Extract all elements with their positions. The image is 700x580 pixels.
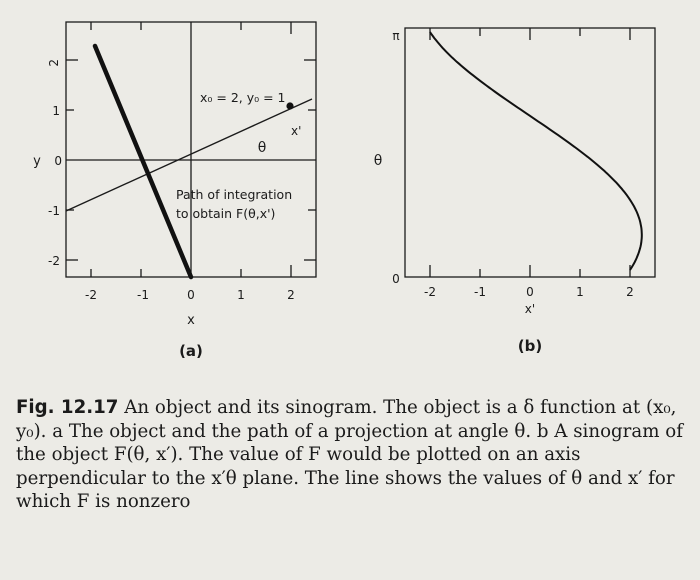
panel-a-label: (a): [179, 342, 203, 360]
panel-b-xtick: -1: [474, 285, 486, 299]
panel-a-ytick: -1: [48, 204, 60, 218]
angle-theta-label: θ: [257, 140, 267, 156]
panel-a-ytick: -2: [48, 254, 60, 268]
rotated-axis-label: x': [291, 124, 302, 138]
integration-path-line: [95, 46, 191, 277]
panel-b-frame: [405, 28, 655, 277]
panel-a: [33, 22, 316, 360]
panel-a-ytick: 2: [47, 59, 61, 67]
panel-a-y-axis-label: y: [33, 154, 41, 169]
panel-b-xtick: -2: [424, 285, 436, 299]
panel-b-theta-label: θ: [373, 153, 383, 169]
point-annotation: x₀ = 2, y₀ = 1: [200, 90, 286, 105]
panel-a-xtick: -1: [137, 288, 149, 302]
panel-b-zero-label: 0: [392, 272, 400, 286]
path-label-line-2: to obtain F(θ,x'): [176, 206, 276, 221]
delta-object-point: [286, 102, 293, 109]
figure-caption: [16, 396, 688, 514]
panel-a-xtick: -2: [85, 288, 97, 302]
panel-a-xtick: 2: [287, 288, 295, 302]
sinogram-curve: [430, 32, 642, 270]
panel-a-ytick: 0: [54, 154, 62, 168]
caption-label: Fig. 12.17: [16, 397, 119, 418]
panel-b-pi-label: π: [392, 29, 400, 43]
panel-a-ytick: 1: [52, 104, 60, 118]
panel-b-xtick: 0: [526, 285, 534, 299]
panel-b-x-axis-label: x': [524, 302, 536, 316]
panel-b-xtick: 1: [576, 285, 584, 299]
path-label-line-1: Path of integration: [176, 187, 293, 202]
panel-b: [374, 28, 655, 355]
panel-a-xtick: 0: [187, 288, 195, 302]
caption-text: An object and its sinogram. The object is a δ function at (x₀, y₀). a The object and the path of a projection at angle θ. b A sinogram of the object F(θ, x′). The value of F would be plotted on an axis perpendicular to the x′θ plane. The line shows the values of θ and x′ for which F is nonzero: [16, 397, 683, 512]
panel-b-label: (b): [517, 337, 543, 355]
panel-a-xtick: 1: [237, 288, 245, 302]
panel-a-x-axis-label: x: [187, 313, 195, 328]
panel-b-xtick: 2: [626, 285, 634, 299]
